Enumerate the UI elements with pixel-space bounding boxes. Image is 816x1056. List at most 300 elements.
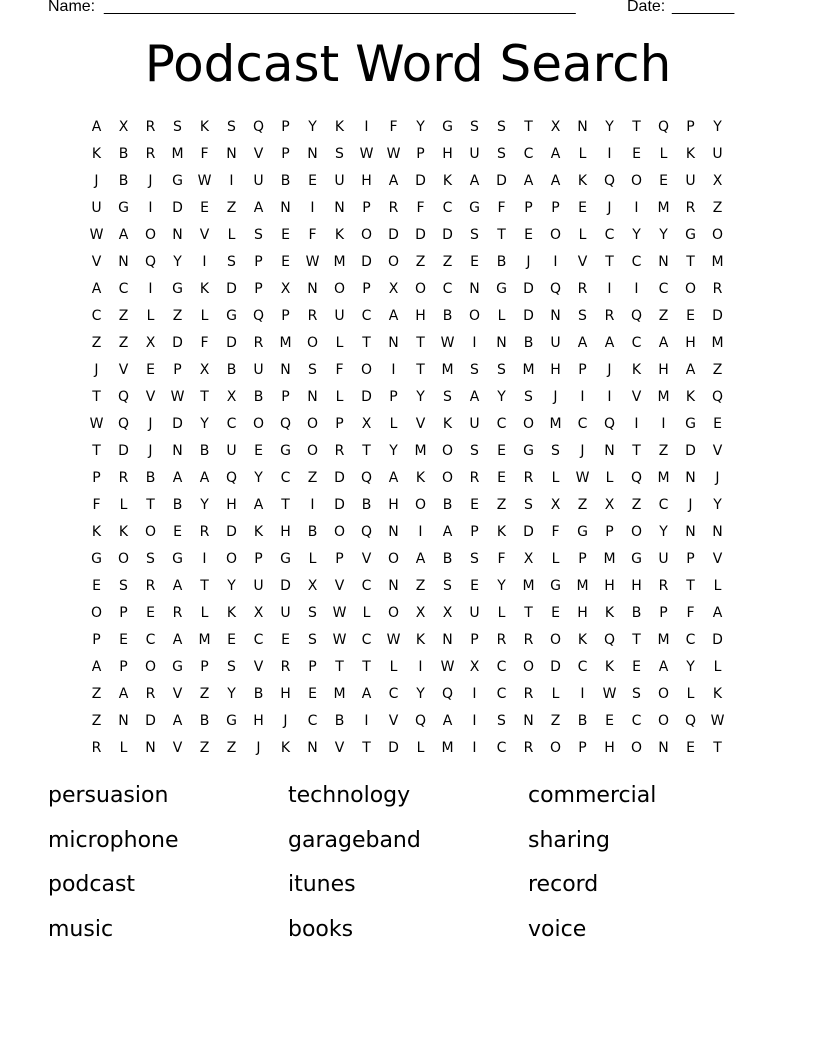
grid-letter: E: [308, 173, 317, 189]
grid-letter: F: [335, 362, 344, 378]
grid-row: [83, 276, 733, 303]
grid-letter: P: [119, 605, 128, 621]
grid-letter: X: [415, 605, 426, 621]
grid-letter: S: [335, 146, 344, 162]
grid-letter: O: [441, 443, 454, 459]
grid-row: [83, 168, 733, 195]
grid-letter: C: [253, 632, 264, 648]
grid-letter: O: [468, 308, 481, 324]
grid-letter: F: [551, 524, 560, 540]
grid-letter: H: [604, 578, 615, 594]
grid-letter: L: [578, 227, 587, 243]
grid-letter: T: [92, 443, 101, 459]
grid-letter: M: [711, 335, 724, 351]
grid-letter: H: [442, 146, 453, 162]
grid-letter: F: [308, 227, 317, 243]
grid-letter: G: [523, 443, 534, 459]
grid-letter: O: [333, 281, 346, 297]
grid-letter: T: [200, 578, 209, 594]
grid-letter: Y: [389, 443, 398, 459]
grid-letter: D: [226, 281, 237, 297]
word-bank-item: record: [528, 872, 599, 897]
grid-letter: Q: [117, 416, 130, 432]
grid-letter: D: [334, 497, 345, 513]
grid-letter: C: [496, 686, 507, 702]
grid-letter: Z: [307, 470, 318, 486]
grid-letter: Y: [686, 659, 695, 675]
grid-letter: L: [686, 686, 695, 702]
grid-letter: N: [307, 281, 318, 297]
grid-letter: X: [442, 605, 453, 621]
grid-letter: M: [414, 443, 427, 459]
grid-letter: Q: [630, 308, 643, 324]
grid-letter: G: [631, 551, 642, 567]
grid-letter: V: [334, 578, 345, 594]
grid-letter: J: [607, 362, 612, 378]
grid-letter: L: [551, 470, 560, 486]
grid-letter: T: [362, 335, 371, 351]
grid-letter: O: [549, 227, 562, 243]
grid-letter: U: [334, 173, 345, 189]
grid-letter: L: [119, 497, 128, 513]
grid-letter: Q: [603, 416, 616, 432]
grid-letter: Y: [227, 686, 236, 702]
grid-letter: Z: [550, 713, 561, 729]
word-bank-item: music: [48, 916, 114, 942]
grid-letter: O: [144, 227, 157, 243]
grid-letter: K: [685, 389, 696, 405]
grid-letter: Z: [496, 497, 507, 513]
grid-letter: I: [364, 713, 369, 729]
grid-letter: O: [387, 605, 400, 621]
grid-letter: X: [469, 659, 480, 675]
grid-letter: E: [146, 362, 155, 378]
grid-letter: I: [634, 416, 639, 432]
grid-letter: T: [416, 362, 425, 378]
grid-letter: O: [117, 551, 130, 567]
grid-letter: A: [172, 632, 183, 648]
grid-letter: Y: [659, 227, 668, 243]
name-label: Name:: [48, 0, 96, 15]
grid-row: [83, 384, 733, 411]
grid-letter: S: [443, 578, 452, 594]
grid-letter: U: [253, 578, 264, 594]
grid-letter: J: [148, 173, 153, 189]
grid-letter: X: [604, 497, 615, 513]
grid-letter: P: [578, 362, 587, 378]
grid-letter: U: [712, 146, 723, 162]
grid-letter: U: [685, 173, 696, 189]
grid-letter: G: [442, 119, 453, 135]
grid-letter: D: [361, 389, 372, 405]
grid-letter: S: [308, 362, 317, 378]
grid-letter: I: [391, 362, 396, 378]
grid-letter: J: [256, 740, 261, 756]
grid-letter: Y: [605, 119, 614, 135]
grid-letter: B: [253, 686, 264, 702]
grid-letter: C: [361, 308, 372, 324]
grid-letter: P: [389, 389, 398, 405]
grid-letter: S: [551, 443, 560, 459]
grid-letter: Y: [416, 686, 425, 702]
grid-letter: P: [335, 551, 344, 567]
grid-letter: T: [524, 605, 533, 621]
grid-letter: Q: [630, 470, 643, 486]
grid-letter: E: [632, 659, 641, 675]
grid-letter: I: [310, 200, 315, 216]
grid-letter: M: [171, 146, 184, 162]
grid-letter: Q: [279, 416, 292, 432]
grid-letter: T: [92, 389, 101, 405]
grid-letter: T: [362, 659, 371, 675]
letter-grid: [83, 114, 733, 762]
grid-letter: K: [334, 227, 345, 243]
grid-letter: E: [605, 713, 614, 729]
grid-letter: X: [199, 362, 210, 378]
grid-letter: T: [416, 335, 425, 351]
grid-row: [83, 654, 733, 681]
grid-letter: E: [281, 227, 290, 243]
grid-letter: S: [497, 713, 506, 729]
grid-letter: J: [553, 389, 558, 405]
grid-letter: Z: [631, 497, 642, 513]
grid-letter: D: [712, 308, 723, 324]
grid-letter: E: [254, 443, 263, 459]
word-bank-item: books: [288, 916, 354, 942]
grid-letter: G: [91, 551, 102, 567]
grid-letter: T: [524, 119, 533, 135]
grid-letter: G: [550, 578, 561, 594]
grid-letter: A: [712, 605, 723, 621]
grid-letter: R: [145, 686, 156, 702]
grid-letter: D: [712, 632, 723, 648]
grid-letter: K: [334, 119, 345, 135]
grid-letter: Y: [200, 416, 209, 432]
grid-letter: A: [118, 686, 129, 702]
grid-letter: I: [607, 281, 612, 297]
date-blank-line: _______: [672, 0, 735, 15]
grid-letter: S: [227, 659, 236, 675]
grid-letter: H: [604, 740, 615, 756]
grid-letter: R: [685, 200, 696, 216]
grid-letter: R: [388, 200, 399, 216]
grid-letter: C: [442, 281, 453, 297]
grid-letter: A: [442, 524, 453, 540]
grid-letter: I: [418, 659, 423, 675]
grid-letter: K: [442, 416, 453, 432]
grid-letter: S: [470, 443, 479, 459]
grid-letter: W: [305, 254, 320, 270]
grid-letter: B: [496, 254, 507, 270]
grid-letter: V: [199, 227, 210, 243]
grid-letter: X: [550, 497, 561, 513]
grid-letter: U: [253, 173, 264, 189]
grid-letter: C: [577, 659, 588, 675]
grid-letter: L: [416, 740, 425, 756]
grid-row: [83, 357, 733, 384]
grid-letter: V: [334, 740, 345, 756]
grid-letter: M: [711, 254, 724, 270]
grid-letter: X: [550, 119, 561, 135]
grid-letter: N: [280, 200, 291, 216]
grid-letter: P: [470, 524, 479, 540]
grid-letter: G: [685, 227, 696, 243]
grid-letter: I: [634, 281, 639, 297]
grid-letter: I: [229, 173, 234, 189]
grid-letter: C: [226, 416, 237, 432]
grid-letter: P: [254, 281, 263, 297]
grid-letter: A: [361, 686, 372, 702]
grid-letter: Y: [173, 254, 182, 270]
grid-letter: U: [469, 605, 480, 621]
grid-letter: R: [253, 335, 264, 351]
grid-letter: P: [92, 470, 101, 486]
grid-letter: A: [685, 362, 696, 378]
grid-letter: V: [91, 254, 102, 270]
grid-letter: N: [685, 524, 696, 540]
grid-letter: O: [522, 659, 535, 675]
grid-row: [83, 681, 733, 708]
grid-letter: L: [119, 740, 128, 756]
grid-letter: K: [712, 686, 723, 702]
grid-letter: D: [388, 740, 399, 756]
grid-letter: S: [470, 551, 479, 567]
grid-letter: N: [712, 524, 723, 540]
grid-letter: O: [414, 497, 427, 513]
grid-letter: X: [118, 119, 129, 135]
grid-letter: I: [607, 389, 612, 405]
grid-letter: D: [226, 524, 237, 540]
grid-letter: T: [632, 632, 641, 648]
grid-letter: P: [119, 659, 128, 675]
grid-letter: A: [91, 281, 102, 297]
grid-row: [83, 249, 733, 276]
grid-letter: R: [469, 470, 480, 486]
grid-letter: T: [362, 740, 371, 756]
grid-letter: I: [580, 686, 585, 702]
grid-letter: A: [658, 659, 669, 675]
grid-letter: L: [335, 335, 344, 351]
grid-letter: P: [686, 551, 695, 567]
grid-letter: X: [280, 281, 291, 297]
grid-letter: X: [253, 605, 264, 621]
grid-letter: O: [306, 443, 319, 459]
grid-letter: I: [202, 551, 207, 567]
grid-row: [83, 303, 733, 330]
grid-letter: O: [630, 173, 643, 189]
grid-letter: J: [148, 443, 153, 459]
grid-letter: Q: [549, 281, 562, 297]
grid-letter: N: [172, 443, 183, 459]
grid-letter: O: [387, 254, 400, 270]
grid-letter: Q: [414, 713, 427, 729]
grid-letter: R: [118, 470, 129, 486]
grid-letter: N: [334, 200, 345, 216]
grid-letter: U: [469, 146, 480, 162]
grid-letter: T: [281, 497, 290, 513]
word-bank-item: commercial: [528, 783, 657, 808]
grid-letter: V: [577, 254, 588, 270]
grid-letter: V: [253, 659, 264, 675]
grid-letter: R: [280, 659, 291, 675]
grid-letter: P: [335, 416, 344, 432]
grid-letter: N: [145, 740, 156, 756]
grid-letter: C: [631, 713, 642, 729]
grid-letter: D: [280, 578, 291, 594]
grid-letter: N: [496, 335, 507, 351]
grid-letter: U: [91, 200, 102, 216]
grid-letter: E: [524, 227, 533, 243]
date-label: Date:: [627, 0, 666, 15]
grid-letter: I: [364, 119, 369, 135]
grid-letter: H: [631, 578, 642, 594]
grid-letter: A: [388, 308, 399, 324]
grid-letter: B: [442, 551, 453, 567]
grid-letter: V: [631, 389, 642, 405]
grid-letter: M: [333, 254, 346, 270]
grid-letter: U: [280, 605, 291, 621]
grid-letter: E: [551, 605, 560, 621]
grid-letter: N: [550, 308, 561, 324]
grid-letter: L: [389, 659, 398, 675]
grid-letter: K: [91, 146, 102, 162]
grid-letter: Z: [199, 686, 210, 702]
grid-letter: P: [254, 551, 263, 567]
grid-letter: K: [604, 605, 615, 621]
grid-letter: N: [388, 578, 399, 594]
grid-letter: M: [333, 686, 346, 702]
name-blank-line: _____________________________________________________: [104, 0, 576, 15]
grid-letter: K: [685, 146, 696, 162]
grid-letter: Q: [603, 173, 616, 189]
grid-letter: K: [577, 632, 588, 648]
grid-letter: Y: [713, 497, 722, 513]
grid-letter: J: [148, 416, 153, 432]
grid-letter: P: [281, 119, 290, 135]
grid-letter: G: [469, 200, 480, 216]
grid-letter: M: [657, 470, 670, 486]
grid-letter: E: [119, 632, 128, 648]
grid-letter: M: [522, 362, 535, 378]
grid-letter: P: [281, 146, 290, 162]
grid-letter: A: [469, 389, 480, 405]
grid-letter: I: [148, 281, 153, 297]
grid-letter: O: [333, 524, 346, 540]
grid-letter: S: [578, 308, 587, 324]
grid-letter: D: [361, 254, 372, 270]
grid-letter: G: [685, 416, 696, 432]
grid-letter: F: [200, 146, 209, 162]
grid-letter: Q: [360, 470, 373, 486]
grid-letter: G: [118, 200, 129, 216]
grid-letter: D: [172, 416, 183, 432]
grid-letter: G: [172, 551, 183, 567]
grid-letter: Z: [199, 740, 210, 756]
grid-letter: S: [308, 632, 317, 648]
grid-letter: A: [523, 173, 534, 189]
grid-letter: Q: [360, 524, 373, 540]
header: [48, 0, 748, 20]
grid-letter: R: [145, 146, 156, 162]
grid-letter: S: [227, 119, 236, 135]
grid-letter: O: [387, 551, 400, 567]
grid-letter: L: [497, 605, 506, 621]
grid-letter: C: [496, 659, 507, 675]
grid-letter: R: [307, 308, 318, 324]
grid-row: [83, 330, 733, 357]
grid-letter: P: [362, 281, 371, 297]
grid-letter: X: [361, 416, 372, 432]
grid-letter: D: [118, 443, 129, 459]
grid-letter: M: [279, 335, 292, 351]
grid-letter: T: [497, 227, 506, 243]
grid-letter: K: [415, 632, 426, 648]
grid-letter: R: [91, 740, 102, 756]
grid-letter: L: [713, 659, 722, 675]
grid-letter: Z: [712, 362, 723, 378]
grid-letter: M: [657, 200, 670, 216]
grid-letter: D: [415, 173, 426, 189]
grid-letter: P: [200, 659, 209, 675]
grid-letter: S: [497, 119, 506, 135]
grid-letter: W: [332, 632, 347, 648]
grid-letter: M: [576, 578, 589, 594]
grid-letter: E: [470, 254, 479, 270]
grid-letter: C: [145, 632, 156, 648]
grid-letter: O: [549, 632, 562, 648]
grid-letter: V: [415, 416, 426, 432]
grid-letter: U: [253, 362, 264, 378]
grid-letter: O: [441, 470, 454, 486]
grid-letter: L: [551, 686, 560, 702]
grid-letter: R: [199, 524, 210, 540]
grid-letter: Y: [713, 119, 722, 135]
grid-letter: H: [658, 362, 669, 378]
grid-letter: H: [550, 362, 561, 378]
grid-letter: Q: [144, 254, 157, 270]
grid-letter: I: [472, 686, 477, 702]
grid-letter: O: [306, 335, 319, 351]
grid-letter: T: [146, 497, 155, 513]
grid-letter: K: [577, 173, 588, 189]
grid-letter: A: [172, 713, 183, 729]
grid-letter: P: [281, 308, 290, 324]
grid-letter: F: [416, 200, 425, 216]
grid-letter: G: [172, 659, 183, 675]
grid-letter: O: [306, 416, 319, 432]
grid-letter: B: [361, 497, 372, 513]
grid-letter: X: [388, 281, 399, 297]
grid-letter: I: [418, 524, 423, 540]
grid-letter: X: [145, 335, 156, 351]
grid-letter: Y: [416, 119, 425, 135]
grid-letter: N: [523, 713, 534, 729]
grid-letter: W: [386, 632, 401, 648]
grid-letter: K: [118, 524, 129, 540]
grid-letter: B: [280, 173, 291, 189]
grid-letter: E: [686, 308, 695, 324]
grid-letter: E: [470, 578, 479, 594]
grid-letter: W: [602, 686, 617, 702]
grid-letter: T: [605, 254, 614, 270]
grid-letter: D: [523, 524, 534, 540]
grid-letter: S: [443, 389, 452, 405]
grid-letter: Z: [118, 308, 129, 324]
grid-letter: R: [604, 308, 615, 324]
grid-letter: C: [631, 335, 642, 351]
grid-letter: R: [712, 281, 723, 297]
word-bank-item: itunes: [288, 872, 356, 897]
